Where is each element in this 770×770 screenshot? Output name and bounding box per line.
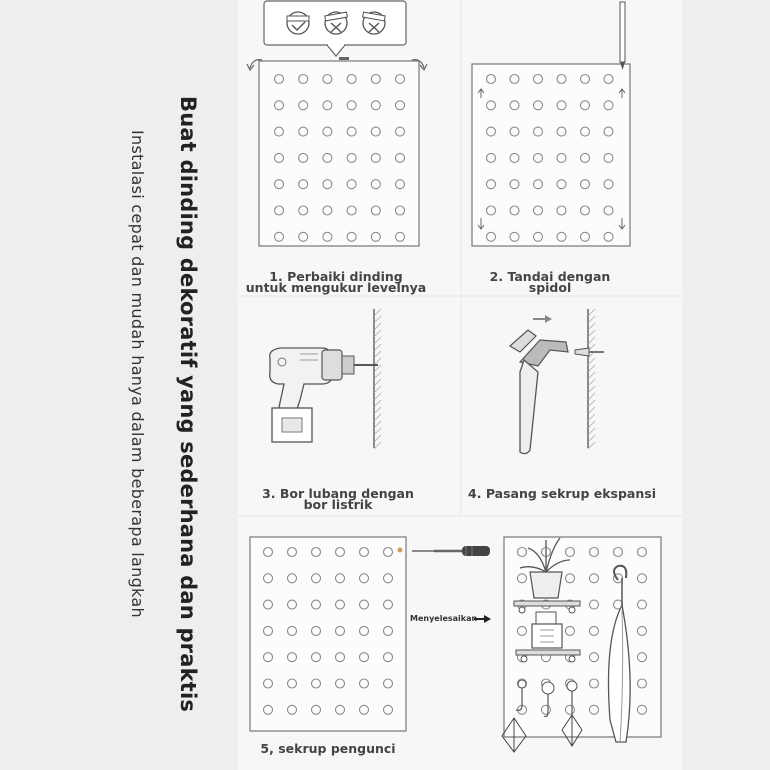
wall-hatch: [374, 351, 381, 358]
page-title: Buat dinding dekoratif yang sederhana dan praktis: [176, 96, 200, 713]
wall-hatch: [374, 379, 381, 386]
wall-hatch: [374, 365, 381, 372]
wall-hatch: [588, 435, 595, 442]
wall-hatch: [588, 316, 595, 323]
screwdriver-icon: [412, 546, 490, 556]
wall-hatch: [374, 414, 381, 421]
wall-step-3: [374, 309, 381, 449]
wall-hatch: [588, 393, 595, 400]
page-subtitle: Instalasi cepat dan mudah hanya dalam beberapa langkah: [128, 130, 147, 618]
wall-hatch: [374, 442, 381, 449]
wall-hatch: [588, 442, 595, 449]
step-3-caption: 3. Bor lubang dengan bor listrik: [262, 486, 414, 512]
wall-step-4: [588, 309, 595, 449]
wall-hatch: [374, 407, 381, 414]
drill-icon: [270, 348, 378, 442]
wall-hatch: [374, 344, 381, 351]
wall-hatch: [374, 309, 381, 316]
wall-hatch: [374, 428, 381, 435]
wall-hatch: [374, 400, 381, 407]
wall-hatch: [374, 421, 381, 428]
wall-hatch: [374, 316, 381, 323]
step-5-caption: 5, sekrup pengunci: [260, 741, 396, 756]
anchor-screw-icon: [575, 348, 604, 356]
finish-label: Menyelesaikan: [410, 614, 478, 623]
hammer-icon: [510, 330, 568, 454]
wall-hatch: [374, 323, 381, 330]
wall-hatch: [374, 435, 381, 442]
pegboard-step-1: [259, 61, 419, 246]
pegboard-step-2: [472, 64, 630, 246]
wall-hatch: [374, 358, 381, 365]
wall-hatch: [588, 379, 595, 386]
wall-hatch: [588, 372, 595, 379]
wall-hatch: [588, 428, 595, 435]
wall-hatch: [588, 386, 595, 393]
wall-hatch: [588, 337, 595, 344]
wall-hatch: [588, 309, 595, 316]
wall-hatch: [374, 337, 381, 344]
wall-hatch: [588, 330, 595, 337]
pencil-icon: [620, 2, 625, 70]
wall-hatch: [374, 386, 381, 393]
step-4-caption: 4. Pasang sekrup ekspansi: [468, 486, 656, 501]
step-2-caption: 2. Tandai dengan spidol: [489, 269, 611, 295]
wall-hatch: [374, 330, 381, 337]
wall-hatch: [588, 400, 595, 407]
step-1-caption: 1. Perbaiki dinding untuk mengukur levelnya: [245, 269, 427, 295]
wall-hatch: [588, 421, 595, 428]
wall-hatch: [588, 323, 595, 330]
wall-hatch: [588, 414, 595, 421]
wall-hatch: [588, 358, 595, 365]
pegboard-step-5: [250, 537, 406, 731]
wall-hatch: [374, 372, 381, 379]
level-callout: [264, 1, 406, 56]
wall-hatch: [374, 393, 381, 400]
wall-hatch: [588, 407, 595, 414]
wall-hatch: [588, 365, 595, 372]
